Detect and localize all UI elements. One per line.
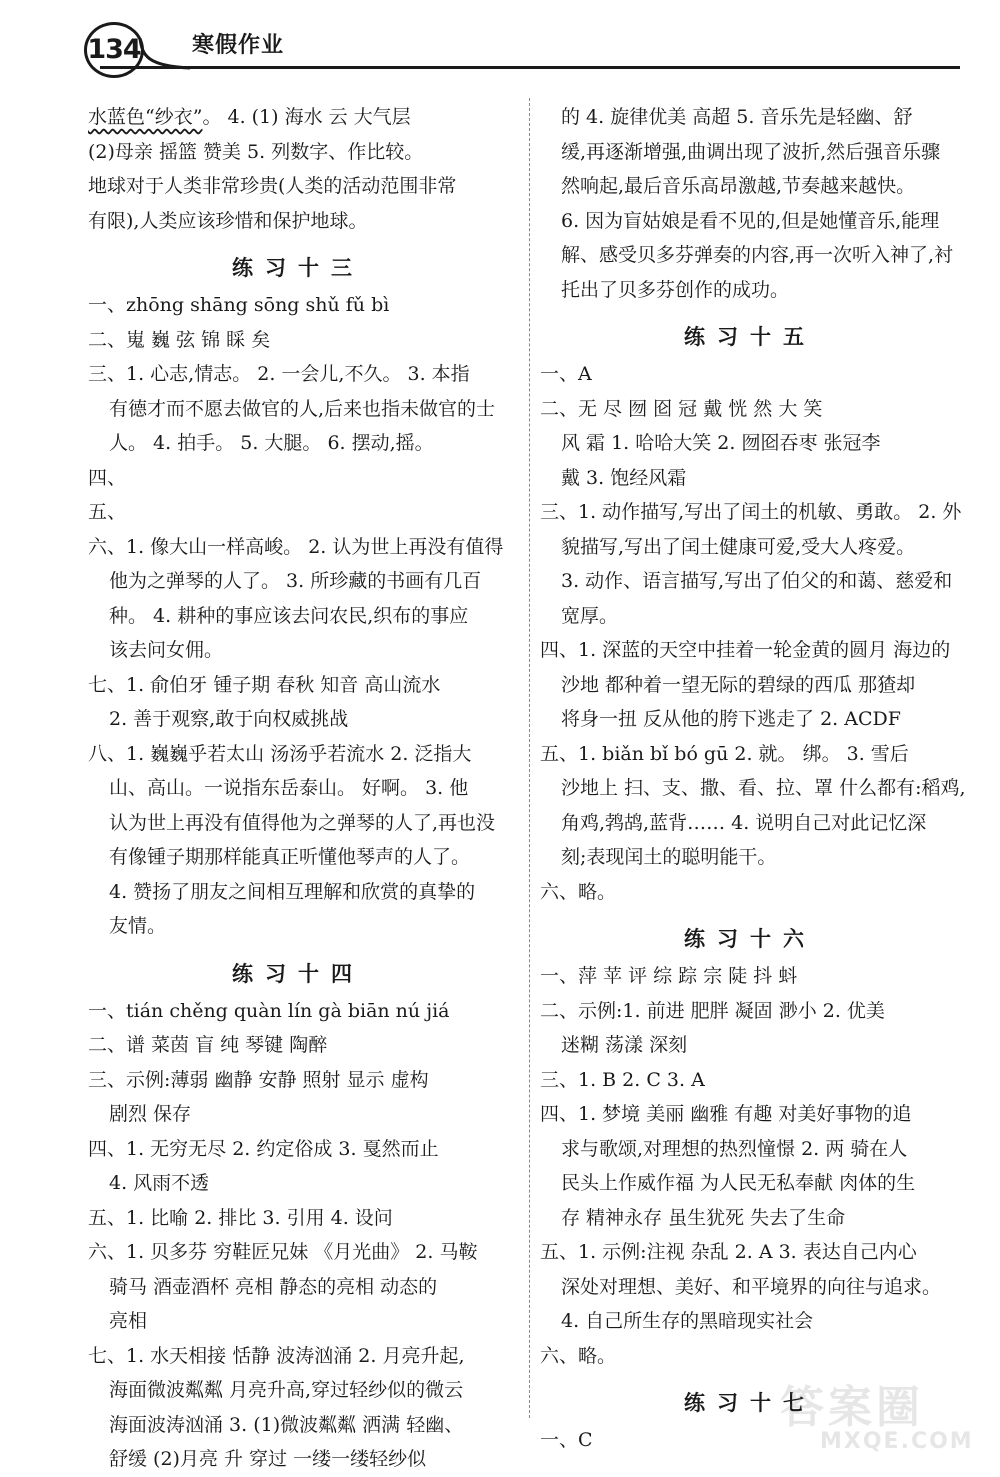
answer-line: 一、C — [540, 1429, 593, 1451]
answer-line: 二、嵬 巍 弦 锦 睬 矣 — [88, 328, 271, 351]
answer-line: 六、1. 贝多芬 穷鞋匠兄妹 《月光曲》 2. 马鞍 — [88, 1241, 478, 1263]
answer-line: 一、A — [540, 363, 592, 385]
answer-line: 二、无 尽 囫 囵 冠 戴 恍 然 大 笑 — [540, 397, 823, 420]
answer-line: 友情。 — [109, 915, 167, 937]
answer-line: 刻;表现闰土的聪明能干。 — [561, 846, 777, 868]
answer-line: 民头上作威作福 为人民无私奉献 肉体的生 — [561, 1172, 916, 1194]
answer-line: 他为之弹琴的人了。 3. 所珍藏的书画有几百 — [109, 570, 482, 592]
answer-line: 六、略。 — [540, 1344, 617, 1367]
answer-line: 有限),人类应该珍惜和保护地球。 — [88, 209, 368, 232]
answer-line: 戴 3. 饱经风霜 — [561, 466, 687, 489]
answer-line: 七、1. 俞伯牙 锺子期 春秋 知音 高山流水 — [88, 673, 441, 696]
answer-line: 4. 风雨不透 — [109, 1172, 210, 1194]
answer-line: 三、1. 动作描写,写出了闰土的机敏、勇敢。 2. 外 — [540, 501, 962, 523]
answer-line: 然响起,最后音乐高昂激越,节奏越来越快。 — [561, 175, 916, 197]
answer-line: 种。 4. 耕种的事应该去问农民,织布的事应 — [109, 604, 469, 627]
answer-line: 深处对理想、美好、和平境界的向往与追求。 — [561, 1275, 942, 1298]
watermark-logo: 答案圈 MXQE.COM — [780, 1382, 974, 1454]
answer-line: 将身一扭 反从他的胯下逃走了 2. ACDF — [561, 708, 901, 730]
answer-line: 沙地 都种着一望无际的碧绿的西瓜 那猹却 — [561, 673, 916, 696]
answer-line: 二、谱 菜茵 盲 纯 琴键 陶醉 — [88, 1034, 328, 1056]
answer-text: 。 4. (1) 海水 云 大气层 — [202, 106, 411, 128]
section-title: 练习十五 — [684, 325, 816, 349]
answer-line: 四、 — [88, 466, 127, 489]
column-divider — [529, 98, 530, 1418]
answer-line: 骑马 酒壶酒杯 亮相 静态的亮相 动态的 — [109, 1275, 438, 1298]
answer-line: 三、1. 心志,情志。 2. 一会儿,不久。 3. 本指 — [88, 363, 470, 385]
answer-line: 五、1. 示例:注视 杂乱 2. A 3. 表达自己内心 — [540, 1241, 917, 1263]
answer-line: 四、1. 梦境 美丽 幽雅 有趣 对美好事物的追 — [540, 1103, 912, 1125]
wavy-underlined-text: 水蓝色“纱衣” — [88, 106, 203, 128]
answer-line: 存 精神永存 虽生犹死 失去了生命 — [561, 1206, 846, 1229]
answer-line: (2)母亲 摇篮 赞美 5. 列数字、作比较。 — [88, 140, 424, 163]
header-rule — [100, 66, 960, 69]
answer-line: 一、tián chěng quàn lín gà biān nú jiá — [88, 999, 450, 1022]
answer-line: 有德才而不愿去做官的人,后来也指未做官的士 — [109, 397, 496, 420]
answer-line: 沙地上 扫、支、撒、看、拉、罩 什么都有:稻鸡, — [561, 777, 966, 799]
answer-line: 风 霜 1. 哈哈大笑 2. 囫囵吞枣 张冠李 — [561, 432, 881, 454]
answer-line: 三、示例:薄弱 幽静 安静 照射 显示 虚构 — [88, 1068, 429, 1091]
answer-line: 缓,再逐渐增强,曲调出现了波折,然后强音乐骤 — [561, 140, 941, 163]
left-column — [88, 100, 508, 1477]
answer-line: 解、感受贝多芬弹奏的内容,再一次听入神了,衬 — [561, 244, 954, 266]
answer-line: 有像锺子期那样能真正听懂他琴声的人了。 — [109, 846, 471, 868]
answer-line: 6. 因为盲姑娘是看不见的,但是她懂音乐,能理 — [561, 209, 940, 232]
answer-line: 4. 自己所生存的黑暗现实社会 — [561, 1310, 814, 1332]
answer-line: 七、1. 水天相接 恬静 波涛汹涌 2. 月亮升起, — [88, 1344, 465, 1367]
section-title: 练习十六 — [684, 927, 816, 951]
answer-line: 2. 善于观察,敢于向权威挑战 — [109, 708, 349, 730]
answer-line: 4. 赞扬了朋友之间相互理解和欣赏的真挚的 — [109, 880, 476, 903]
answer-line: 舒缓 (2)月亮 升 穿过 一缕一缕轻纱似 — [109, 1448, 427, 1470]
answer-line: 五、1. 比喻 2. 排比 3. 引用 4. 设问 — [88, 1206, 393, 1229]
answer-line: 六、1. 像大山一样高峻。 2. 认为世上再没有值得 — [88, 535, 504, 558]
answer-line: 三、1. B 2. C 3. A — [540, 1068, 705, 1091]
answer-line: 宽厚。 — [561, 604, 619, 627]
answer-line: 山、高山。一说指东岳泰山。 好啊。 3. 他 — [109, 777, 469, 799]
section-title: 练习十三 — [232, 256, 364, 280]
answer-line: 四、1. 深蓝的天空中挂着一轮金黄的圆月 海边的 — [540, 639, 951, 661]
page-number: 134 — [84, 22, 144, 78]
section-title: 练习十七 — [684, 1391, 816, 1415]
answer-line: 二、示例:1. 前进 肥胖 凝固 渺小 2. 优美 — [540, 999, 885, 1022]
answer-line: 五、1. biǎn bǐ bó gū 2. 就。 绑。 3. 雪后 — [540, 742, 909, 765]
answer-line — [88, 100, 508, 135]
answer-line: 一、萍 苹 评 综 踪 宗 陡 抖 蚪 — [540, 965, 798, 987]
answer-line: 貌描写,写出了闰土健康可爱,受大人疼爱。 — [561, 535, 916, 558]
answer-line: 迷糊 荡漾 深刻 — [561, 1034, 688, 1056]
answer-line: 五、 — [88, 501, 127, 523]
answer-line: 3. 动作、语言描写,写出了伯父的和蔼、慈爱和 — [561, 570, 953, 592]
answer-line: 六、略。 — [540, 880, 617, 903]
answer-line: 人。 4. 拍手。 5. 大腿。 6. 摆动,摇。 — [109, 432, 434, 454]
answer-line: 角鸡,鹁鸪,蓝背…… 4. 说明自己对此记忆深 — [561, 811, 927, 834]
answer-line: 剧烈 保存 — [109, 1103, 192, 1125]
answer-line: 亮相 — [109, 1310, 148, 1332]
answer-line: 该去问女佣。 — [109, 639, 224, 661]
page-header — [0, 0, 1000, 80]
answer-line: 认为世上再没有值得他为之弹琴的人了,再也没 — [109, 811, 496, 834]
answer-line: 八、1. 巍巍乎若太山 汤汤乎若流水 2. 泛指大 — [88, 742, 472, 765]
answer-line: 求与歌颂,对理想的热烈憧憬 2. 两 骑在人 — [561, 1137, 908, 1160]
answer-line: 海面波涛汹涌 3. (1)微波粼粼 洒满 轻幽、 — [109, 1413, 464, 1436]
header-title: 寒假作业 — [192, 33, 285, 58]
right-column — [540, 100, 966, 1458]
answer-line: 地球对于人类非常珍贵(人类的活动范围非常 — [88, 175, 457, 197]
answer-line: 一、zhōng shāng sōng shǔ fǔ bì — [88, 294, 390, 316]
answer-line: 的 4. 旋律优美 高超 5. 音乐先是轻幽、舒 — [561, 106, 913, 128]
answer-line: 托出了贝多芬创作的成功。 — [561, 278, 790, 301]
answer-line: 海面微波粼粼 月亮升高,穿过轻纱似的微云 — [109, 1379, 464, 1401]
section-title: 练习十四 — [232, 961, 364, 986]
answer-line: 四、1. 无穷无尽 2. 约定俗成 3. 戛然而止 — [88, 1137, 439, 1160]
